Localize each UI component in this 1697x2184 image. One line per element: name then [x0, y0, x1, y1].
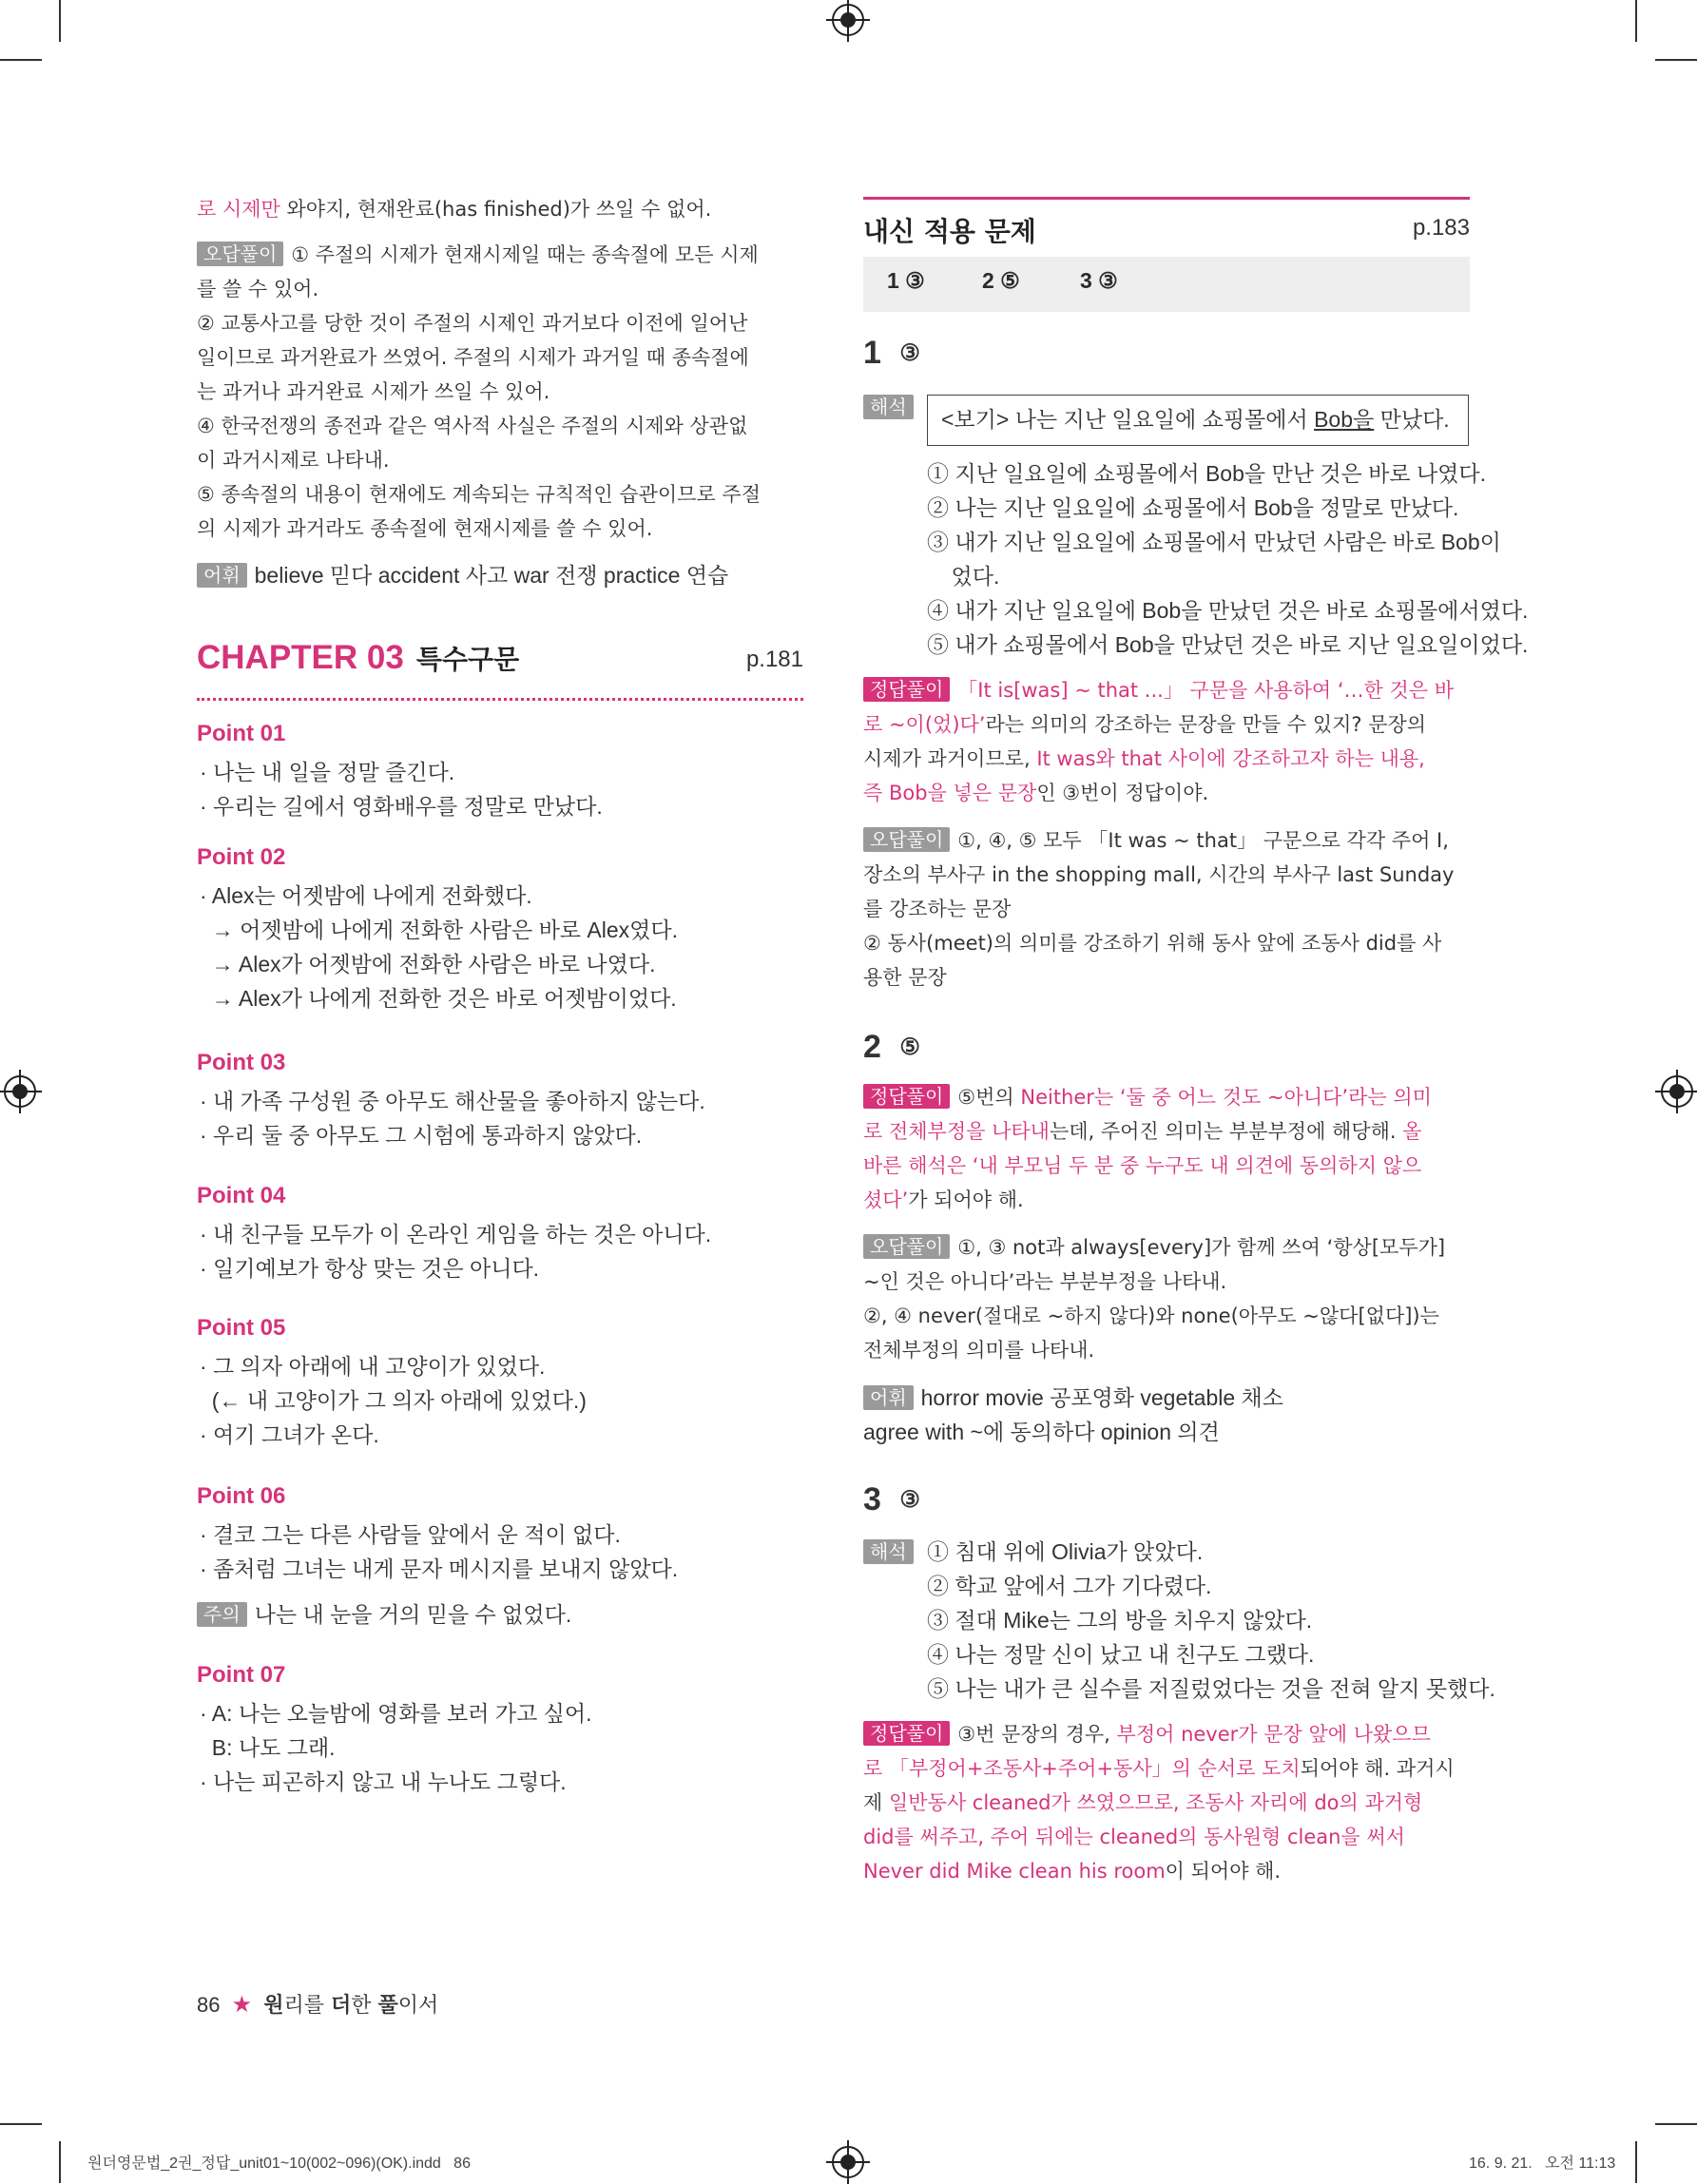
- question-3-number: [863, 1481, 920, 1518]
- text-segment: 일반동사 cleaned가 쓰였으므로, 조동사 자리에 do의 과거형: [888, 1791, 1423, 1814]
- text-segment: 로 전체부정을 나타내: [863, 1120, 1050, 1143]
- q1-example-box: [927, 395, 1469, 446]
- section-top-rule: [863, 197, 1470, 200]
- text-segment: 부정어 never가 문장 앞에 나왔으므: [1116, 1723, 1431, 1746]
- registration-mark-icon: [832, 4, 864, 36]
- answer-1: 1 ③: [887, 268, 925, 293]
- point-item: · Alex는 어젯밤에 나에게 전화했다.: [200, 883, 532, 908]
- section-page: p.183: [1412, 215, 1470, 241]
- q1-tag: 해석: [863, 395, 914, 419]
- text-line: [863, 1717, 1472, 1751]
- text-segment: 와야지, 현재완료(has finished)가 쓰일 수 없어.: [280, 198, 712, 221]
- registration-mark-icon: [4, 1075, 36, 1108]
- text-segment: 되어야 해. 과거시: [1300, 1757, 1455, 1780]
- text-segment: ③번 문장의 경우,: [957, 1723, 1117, 1746]
- text-line: 이 과거시제로 나타내.: [197, 449, 390, 472]
- text-line: 장소의 부사구 in the shopping mall, 시간의 부사구 last Sunday: [863, 863, 1455, 886]
- q2-answer: ⑤: [899, 1034, 920, 1060]
- point-item: · 나는 내 일을 정말 즐긴다.: [200, 760, 455, 784]
- point-item: · 일기예보가 항상 맞는 것은 아니다.: [200, 1256, 540, 1281]
- left-vocab: [197, 558, 728, 592]
- vocab-tag: 어휘: [197, 563, 247, 588]
- left-top-text: [197, 192, 805, 226]
- text-segment: 로 ~이(었)다’: [863, 713, 986, 736]
- option-line: ⑤ 내가 쇼핑몰에서 Bob을 만났던 것은 바로 지난 일요일이었다.: [927, 632, 1529, 657]
- text-line: [863, 776, 1472, 810]
- option-line: ② 나는 지난 일요일에 쇼핑몰에서 Bob을 정말로 만났다.: [927, 495, 1459, 520]
- q2-vocab-line-1: horror movie 공포영화 vegetable 채소: [920, 1385, 1283, 1410]
- text-segment: It was와 that 사이에 강조하고자 하는 내용,: [1036, 747, 1425, 770]
- book-title-part: 한: [351, 1994, 378, 2018]
- text-line: [863, 1751, 1472, 1786]
- crop-mark: [59, 2141, 61, 2183]
- text-line: 오답풀이 ① 주절의 시제가 현재시제일 때는 종속절에 모든 시제: [197, 238, 805, 272]
- text-line: 의 시제가 과거라도 종속절에 현재시제를 쓸 수 있어.: [197, 517, 653, 540]
- chapter-title: 특수구문: [415, 644, 520, 675]
- point-item: · 내 친구들 모두가 이 온라인 게임을 하는 것은 아니다.: [200, 1222, 712, 1247]
- point-item: · 우리 둘 중 아무도 그 시험에 통과하지 않았다.: [200, 1123, 643, 1148]
- text-line: 를 쓸 수 있어.: [197, 278, 319, 300]
- text-segment: 이 되어야 해.: [1165, 1860, 1282, 1883]
- q3-answer: ③: [899, 1487, 920, 1513]
- point-item: → Alex가 나에게 전화한 것은 바로 어젯밤이었다.: [200, 986, 677, 1011]
- crop-mark: [1635, 0, 1637, 42]
- text-segment: 인 ③번이 정답이야.: [1036, 782, 1209, 804]
- crop-mark: [0, 59, 42, 61]
- point-title: Point 04: [197, 1183, 286, 1208]
- print-slug-left: 원더영문법_2권_정답_unit01~10(002~096)(OK).indd 86: [87, 2155, 471, 2172]
- page-number: 86: [197, 1993, 221, 2017]
- book-title-part: 원: [263, 1994, 284, 2018]
- q2-vocab: [863, 1381, 1283, 1449]
- label-tag: 오답풀이: [197, 242, 283, 266]
- text-segment: 올: [1402, 1120, 1422, 1143]
- point-item: · 그 의자 아래에 내 고양이가 있었다.: [200, 1354, 546, 1379]
- text-segment: 바른 해석은 ‘내 부모님 두 분 중 누구도 내 의견에 동의하지 않으: [863, 1154, 1422, 1177]
- q1-wrong-explanation: [863, 823, 1472, 995]
- text-segment: 시제가 과거이므로,: [863, 747, 1037, 770]
- question-1-number: [863, 335, 920, 372]
- chapter-dotted-divider: [197, 698, 803, 701]
- text-line: [863, 1854, 1472, 1888]
- text-line: [863, 1786, 1472, 1820]
- note-tag: 주의: [197, 1602, 247, 1627]
- text-line: ~인 것은 아니다’라는 부분부정을 나타내.: [863, 1270, 1227, 1293]
- crop-mark: [0, 2123, 42, 2125]
- book-title-part: 이서: [397, 1994, 439, 2018]
- text-line: [863, 707, 1472, 742]
- crop-mark: [1635, 2141, 1637, 2183]
- label-tag: 오답풀이: [863, 1234, 950, 1259]
- text-line: 는 과거나 과거완료 시제가 쓰일 수 있어.: [197, 380, 550, 403]
- text-segment: Never did Mike clean his room: [863, 1860, 1166, 1883]
- q3-options: [927, 1535, 1495, 1706]
- text-line: 일이므로 과거완료가 쓰였어. 주절의 시제가 과거일 때 종속절에: [197, 346, 749, 369]
- option-line: ③ 절대 Mike는 그의 방을 치우지 않았다.: [927, 1608, 1313, 1633]
- book-title: [263, 1994, 438, 2018]
- text-segment: 로 시제만: [197, 198, 280, 221]
- vocab-text: believe 믿다 accident 사고 war 전쟁 practice 연습: [254, 563, 729, 588]
- star-icon: ★: [231, 1992, 253, 2018]
- q2-solution: [863, 1080, 1472, 1217]
- crop-mark: [59, 0, 61, 42]
- label-tag: 정답풀이: [863, 1721, 950, 1746]
- text-line: 용한 문장: [863, 966, 947, 989]
- book-title-part: 풀: [377, 1994, 398, 2018]
- registration-mark-icon: [832, 2146, 864, 2178]
- chapter-heading: [197, 639, 803, 696]
- text-segment: did를 써주고, 주어 뒤에는 cleaned의 동사원형 clean을 써서: [863, 1826, 1405, 1848]
- section-title: 내신 적용 문제: [863, 216, 1036, 247]
- chapter-page: p.181: [745, 647, 803, 672]
- q3-solution: [863, 1717, 1472, 1888]
- q2-vocab-tag: 어휘: [863, 1385, 914, 1410]
- option-line: ① 침대 위에 Olivia가 앉았다.: [927, 1539, 1204, 1564]
- text-line: 오답풀이 ①, ④, ⑤ 모두 「It was ~ that」 구문으로 각각 주어 I,: [863, 823, 1472, 858]
- text-line: 전체부정의 의미를 나타내.: [863, 1339, 1095, 1362]
- answer-2: 2 ⑤: [982, 268, 1020, 293]
- label-tag: 정답풀이: [863, 677, 950, 702]
- option-line: ⑤ 나는 내가 큰 실수를 저질렀었다는 것을 전혀 알지 못했다.: [927, 1676, 1495, 1701]
- text-segment: 셨다’: [863, 1189, 909, 1211]
- left-wrong-explanation: [197, 238, 805, 546]
- text-segment: 「It is[was] ~ that ...」 구문을 사용하여 ‘…한 것은 바: [957, 679, 1455, 702]
- text-segment: 라는 의미의 강조하는 문장을 만들 수 있지? 문장의: [985, 713, 1427, 736]
- q2-num: 2: [863, 1029, 881, 1065]
- q1-box-pre: <보기> 나는 지난 일요일에 쇼핑몰에서: [941, 407, 1315, 432]
- text-line: 오답풀이 ①, ③ not과 always[every]가 함께 쓰여 ‘항상[모두가]: [863, 1230, 1472, 1265]
- point-title: Point 02: [197, 844, 286, 870]
- point-item: · 좀처럼 그녀는 내게 문자 메시지를 보내지 않았다.: [200, 1556, 679, 1581]
- text-line: [863, 1114, 1472, 1149]
- label-tag: 오답풀이: [863, 827, 950, 852]
- question-2-number: [863, 1029, 920, 1066]
- text-line: [863, 1080, 1472, 1114]
- text-segment: 가 되어야 해.: [908, 1189, 1024, 1211]
- text-line: [863, 1149, 1472, 1183]
- q2-wrong-explanation: [863, 1230, 1472, 1367]
- text-segment: 는데, 주어진 의미는 부분부정에 해당해.: [1049, 1120, 1403, 1143]
- option-line: ④ 내가 지난 일요일에 Bob을 만났던 것은 바로 쇼핑몰에서였다.: [927, 598, 1529, 623]
- point-title: Point 05: [197, 1315, 286, 1341]
- answer-box: [863, 257, 1470, 312]
- point-title: Point 01: [197, 721, 286, 746]
- q2-vocab-line-2: agree with ~에 동의하다 opinion 의견: [863, 1420, 1220, 1444]
- q1-options: [927, 456, 1528, 662]
- text-line: [863, 673, 1472, 707]
- chapter-number: CHAPTER 03: [197, 639, 404, 676]
- option-line: ③ 내가 지난 일요일에 쇼핑몰에서 만났던 사람은 바로 Bob이: [927, 530, 1501, 554]
- point-item: · 내 가족 구성원 중 아무도 해산물을 좋아하지 않는다.: [200, 1089, 705, 1113]
- point-item: → 어젯밤에 나에게 전화한 사람은 바로 Alex였다.: [200, 918, 678, 942]
- text-line: ④ 한국전쟁의 종전과 같은 역사적 사실은 주절의 시제와 상관없: [197, 415, 748, 437]
- q3-tag: 해석: [863, 1539, 914, 1564]
- text-segment: 로 「부정어+조동사+주어+동사」의 순서로 도치: [863, 1757, 1301, 1780]
- registration-mark-icon: [1661, 1075, 1693, 1108]
- text-segment: ⑤번의: [957, 1086, 1021, 1109]
- point-item: → Alex가 어젯밤에 전화한 사람은 바로 나였다.: [200, 952, 656, 976]
- point-item: · 나는 피곤하지 않고 내 누나도 그렇다.: [200, 1769, 567, 1794]
- print-slug-right: 16. 9. 21. 오전 11:13: [1469, 2155, 1616, 2172]
- point-item: · 결코 그는 다른 사람들 앞에서 운 적이 없다.: [200, 1522, 621, 1547]
- note-text: 나는 내 눈을 거의 믿을 수 없었다.: [254, 1602, 572, 1627]
- q1-num: 1: [863, 335, 881, 371]
- point-item: (← 내 고양이가 그 의자 아래에 있었다.): [200, 1388, 587, 1413]
- q3-translation-tag: [863, 1539, 921, 1564]
- text-line: [863, 742, 1472, 776]
- text-line: 를 강조하는 문장: [863, 898, 1012, 920]
- q1-translation-tag: [863, 395, 921, 419]
- text-line: ②, ④ never(절대로 ~하지 않다)와 none(아무도 ~않다[없다])는: [863, 1305, 1439, 1327]
- point-item: · 여기 그녀가 온다.: [200, 1422, 379, 1447]
- point-item: · 우리는 길에서 영화배우를 정말로 만났다.: [200, 794, 603, 819]
- note-line: [197, 1597, 571, 1632]
- crop-mark: [1655, 59, 1697, 61]
- q1-box-underlined: Bob을: [1314, 407, 1375, 432]
- q3-num: 3: [863, 1481, 881, 1517]
- point-item: · A: 나는 오늘밤에 영화를 보러 가고 싶어.: [200, 1701, 592, 1726]
- text-segment: Neither는 ‘둘 중 어느 것도 ~아니다’라는 의미: [1020, 1086, 1432, 1109]
- text-line: ⑤ 종속절의 내용이 현재에도 계속되는 규칙적인 습관이므로 주절: [197, 483, 761, 506]
- answer-3: 3 ③: [1080, 268, 1118, 293]
- point-title: Point 06: [197, 1483, 286, 1509]
- option-line: 었다.: [927, 564, 1000, 589]
- text-line: ② 동사(meet)의 의미를 강조하기 위해 동사 앞에 조동사 did를 사: [863, 932, 1442, 955]
- q1-box-post: 만났다.: [1374, 407, 1450, 432]
- point-title: Point 07: [197, 1662, 286, 1688]
- option-line: ① 지난 일요일에 쇼핑몰에서 Bob을 만난 것은 바로 나였다.: [927, 461, 1487, 486]
- point-item: B: 나도 그래.: [200, 1735, 336, 1760]
- text-segment: 즉 Bob을 넣은 문장: [863, 782, 1037, 804]
- section-heading: [863, 211, 1470, 253]
- crop-mark: [1655, 2123, 1697, 2125]
- text-line: ② 교통사고를 당한 것이 주절의 시제인 과거보다 이전에 일어난: [197, 312, 748, 335]
- text-line: [863, 1183, 1472, 1217]
- text-segment: 제: [863, 1791, 889, 1814]
- point-title: Point 03: [197, 1050, 286, 1075]
- q1-solution: [863, 673, 1472, 810]
- text-line: [863, 1820, 1472, 1854]
- q1-answer: ③: [899, 340, 920, 366]
- book-title-part: 더: [331, 1994, 352, 2018]
- option-line: ② 학교 앞에서 그가 기다렸다.: [927, 1574, 1212, 1598]
- page-footer: [197, 1989, 438, 2019]
- label-tag: 정답풀이: [863, 1084, 950, 1109]
- book-title-part: 리를: [283, 1994, 332, 2018]
- option-line: ④ 나는 정말 신이 났고 내 친구도 그랬다.: [927, 1642, 1315, 1667]
